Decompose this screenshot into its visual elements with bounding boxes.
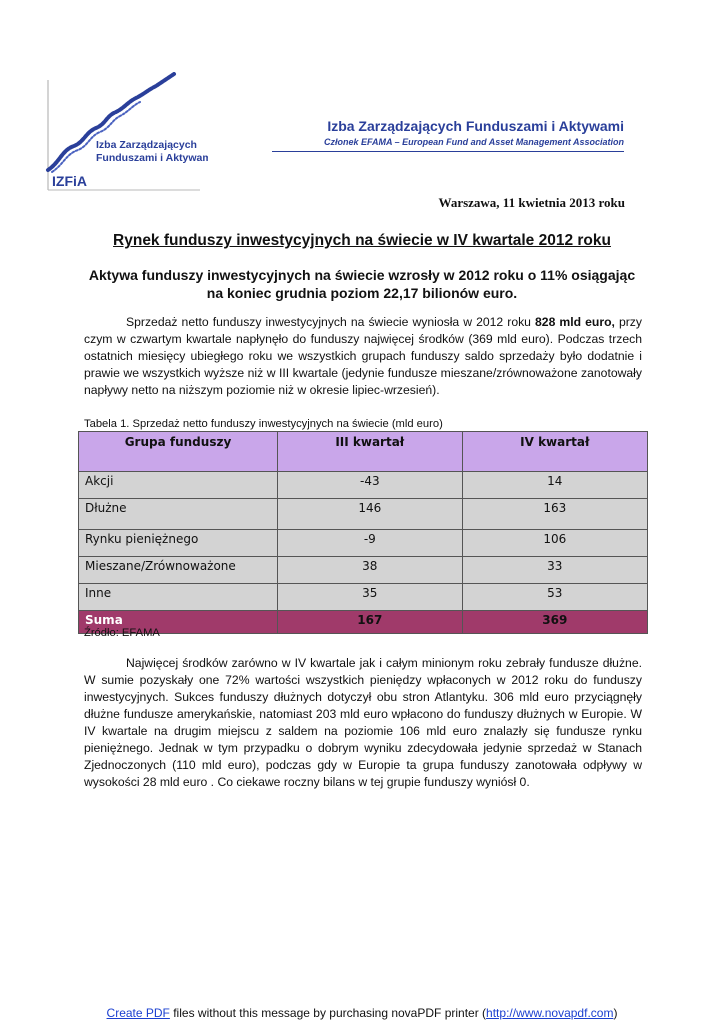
logo-text-line1: Izba Zarządzających	[96, 139, 197, 151]
org-subtitle: Członek EFAMA – European Fund and Asset Management Association	[323, 137, 624, 147]
paragraph-1-bold: 828 mld euro,	[535, 315, 615, 329]
header-q3: III kwartał	[278, 432, 463, 472]
subtitle-line-2: na koniec grudnia poziom 22,17 bilionów euro.	[206, 285, 518, 301]
row-value-q3: 38	[278, 557, 463, 584]
sum-value-q3: 167	[278, 611, 463, 634]
org-name: Izba Zarządzających Funduszami i Aktywami	[327, 118, 624, 134]
table-row	[79, 472, 648, 499]
table-row	[79, 499, 648, 530]
row-value-q4: 106	[462, 530, 647, 557]
header-q4: IV kwartał	[462, 432, 647, 472]
row-value-q4: 33	[462, 557, 647, 584]
logo-abbr: IZFiA	[52, 173, 87, 189]
row-value-q4: 53	[462, 584, 647, 611]
paragraph-1	[84, 314, 642, 399]
document-subtitle	[70, 266, 654, 302]
row-label: Dłużne	[79, 499, 278, 530]
table-row	[79, 530, 648, 557]
table-caption: Tabela 1. Sprzedaż netto funduszy inwestycyjnych na świecie (mld euro)	[84, 418, 443, 430]
subtitle-line-1: Aktywa funduszy inwestycyjnych na świecie wzrosły w 2012 roku o 11% osiągając	[88, 267, 636, 283]
document-title: Rynek funduszy inwestycyjnych na świecie w IV kwartale 2012 roku	[113, 232, 611, 249]
row-label: Rynku pieniężnego	[79, 530, 278, 557]
paragraph-1-rest: przy czym w czwartym kwartale napłynęło do funduszy najwięcej środków (369 mld euro). Podczas trzech ostatnich miesięcy ubiegłego roku we wszystkich grupach funduszy saldo sprzedaży było dodatnie i prawie we wszystkich wyższe niż w III kwartale (jedynie fundusze mieszane/zrównoważone zanotowały napływy netto na niższym poziomie niż w okresie lipiec-wrzesień).	[84, 315, 642, 397]
table-sum-row	[79, 611, 648, 634]
logo-graphic	[40, 72, 208, 194]
row-value-q4: 163	[462, 499, 647, 530]
table-row	[79, 584, 648, 611]
row-value-q3: 35	[278, 584, 463, 611]
table-row	[79, 557, 648, 584]
header-group: Grupa funduszy	[79, 432, 278, 472]
paragraph-2	[84, 655, 642, 791]
footer-text: files without this message by purchasing novaPDF printer (	[169, 1006, 487, 1020]
paragraph-2-text: Najwięcej środków zarówno w IV kwartale jak i całym minionym roku zebrały fundusze dłużne. W sumie pozyskały one 72% wartości wszystkich pieniędzy wpłaconych w 2012 roku do funduszy inwestycyjnych. Sukces funduszy dłużnych dotyczył obu stron Atlantyku. 306 mld euro przyciągnęły dłużne fundusze amerykańskie, natomiast 203 mld euro wpłacono do funduszy dłużnych w Europie. W IV kwartale na drugim miejscu z saldem na poziomie 106 mld euro znalazły się fundusze rynku pieniężnego. Jednak w tym przypadku o dobrym wyniku zdecydowała jedynie sprzedaż w Stanach Zjednoczonych (110 mld euro), podczas gdy w Europie ta grupa funduszy zanotowała odpływy w wysokości 28 mld euro . Co ciekawe roczny bilans w tej grupie funduszy wyniósł 0.	[84, 656, 642, 789]
row-value-q3: 146	[278, 499, 463, 530]
pdf-footer	[0, 1006, 724, 1020]
izfia-logo	[40, 72, 208, 194]
row-value-q3: -43	[278, 472, 463, 499]
row-value-q4: 14	[462, 472, 647, 499]
sales-table	[78, 431, 648, 634]
header-divider	[272, 151, 624, 152]
create-pdf-link[interactable]: Create PDF	[106, 1006, 170, 1020]
paragraph-1-text: Sprzedaż netto funduszy inwestycyjnych na świecie wyniosła w 2012 roku	[126, 315, 536, 329]
sum-value-q4: 369	[462, 611, 647, 634]
row-label: Mieszane/Zrównoważone	[79, 557, 278, 584]
table-source: Źródło: EFAMA	[84, 627, 160, 639]
row-value-q3: -9	[278, 530, 463, 557]
dateline: Warszawa, 11 kwietnia 2013 roku	[438, 195, 625, 210]
row-label: Inne	[79, 584, 278, 611]
logo-text-line2: Funduszami i Aktywami	[96, 152, 208, 164]
novapdf-link[interactable]: http://www.novapdf.com	[486, 1006, 614, 1020]
footer-end: )	[613, 1006, 618, 1020]
row-label: Akcji	[79, 472, 278, 499]
sum-label: Suma	[79, 611, 278, 634]
table-header-row	[79, 432, 648, 472]
